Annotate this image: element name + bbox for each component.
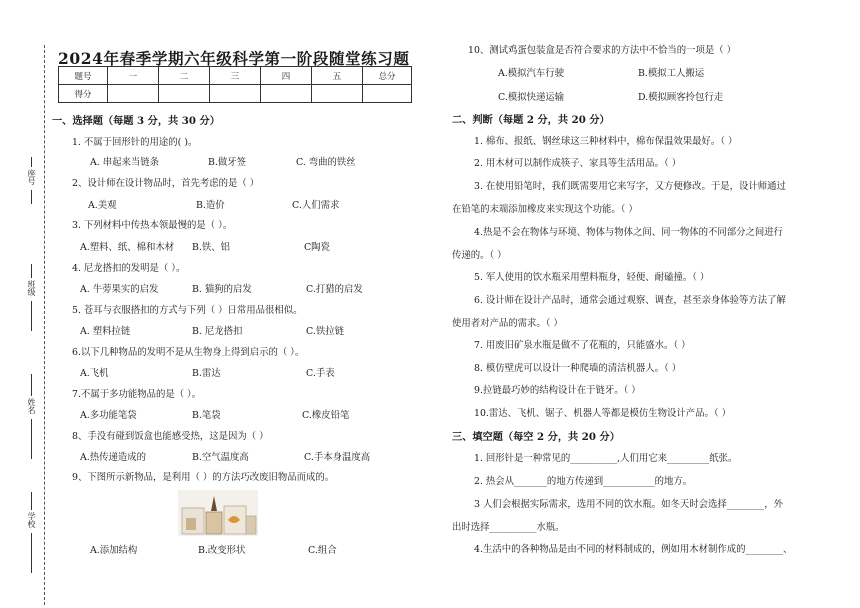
- q3-option-b: B.铁、铝: [192, 242, 230, 253]
- q9-text: 9、下图所示新物品，是利用（ ）的方法巧改废旧物品而成的。: [72, 472, 335, 483]
- q8-option-c: C.手本身温度高: [304, 452, 371, 463]
- judge-8: 8. 模仿壁虎可以设计一种爬墙的清洁机器人。（ ）: [474, 363, 682, 374]
- q8-text: 8、手没有碰到饭盒也能感受热，这是因为（ ）: [72, 431, 269, 442]
- score-header-cell: 总分: [363, 67, 412, 85]
- judge-1: 1. 棉布、报纸、钢丝球这三种材料中，棉布保温效果最好。（ ）: [474, 136, 738, 147]
- q8-option-a: A.热传递造成的: [80, 452, 147, 463]
- score-cell[interactable]: [363, 85, 412, 103]
- exam-title: 2024年春季学期六年级科学第一阶段随堂练习题: [58, 49, 410, 68]
- recycled-object-picture: [178, 490, 258, 536]
- q1-text: 1. 不属于回形针的用途的( )。: [72, 137, 198, 148]
- binding-strip: [0, 0, 50, 608]
- score-cell[interactable]: [159, 85, 210, 103]
- judge-10: 10.雷达、飞机、锯子、机器人等都是模仿生物设计产品。（ ）: [474, 408, 731, 419]
- q10-option-c: C.模拟快递运输: [498, 92, 565, 103]
- score-header-cell: 四: [261, 67, 312, 85]
- q10-option-b: B.模拟工人搬运: [638, 68, 705, 79]
- q5-option-c: C.铁拉链: [306, 326, 344, 337]
- fold-line: [44, 45, 45, 605]
- q1-option-a: A. 串起来当链条: [90, 157, 159, 168]
- q6-text: 6.以下几种物品的发明不是从生物身上得到启示的（ ）。: [72, 347, 305, 358]
- q9-option-b: B.改变形状: [198, 545, 246, 556]
- section-fill-title: 三、填空题（每空 2 分，共 20 分）: [452, 431, 620, 443]
- q7-text: 7.不属于多功能物品的是（ ）。: [72, 389, 202, 400]
- judge-5: 5. 军人使用的饮水瓶采用塑料瓶身，轻便、耐磕撞。（ ）: [474, 272, 710, 283]
- q5-option-a: A. 塑料拉链: [80, 326, 131, 337]
- score-header-cell: 五: [312, 67, 363, 85]
- seat-label: 座号: [27, 169, 36, 185]
- judge-9: 9.拉链最巧妙的结构设计在于链牙。（ ）: [474, 385, 641, 396]
- score-header-cell: 题号: [59, 67, 108, 85]
- q2-option-b: B.造价: [196, 200, 225, 211]
- score-header-cell: 一: [108, 67, 159, 85]
- q3-option-c: C陶瓷: [304, 242, 330, 253]
- judge-7: 7. 用废旧矿泉水瓶是做不了花瓶的，只能盛水。（ ）: [474, 340, 691, 351]
- score-table: [58, 66, 412, 103]
- q5-text: 5. 苍耳与衣服搭扣的方式与下列（ ）日常用品很相似。: [72, 305, 303, 316]
- q3-text: 3. 下列材料中传热本领最慢的是（ ）。: [72, 220, 233, 231]
- judge-4-line1: 4.热是不会在物体与环境、物体与物体之间、同一物体的不同部分之间进行: [474, 227, 783, 238]
- right-column: [452, 0, 852, 608]
- seat-field: [24, 155, 38, 206]
- q7-option-c: C.橡皮铅笔: [302, 410, 350, 421]
- q7-option-a: A.多功能笔袋: [80, 410, 137, 421]
- judge-6-line2: 使用者对产品的需求。（ ）: [452, 318, 563, 329]
- fill-2: 2. 热会从_______的地方传递到___________的地方。: [474, 476, 693, 487]
- q8-option-b: B.空气温度高: [192, 452, 249, 463]
- fill-3-line2: 出时选择__________水瓶。: [452, 522, 565, 533]
- score-header-cell: 三: [210, 67, 261, 85]
- q7-option-b: B.笔袋: [192, 410, 221, 421]
- q3-option-a: A.塑料、纸、棉和木材: [80, 242, 175, 253]
- score-cell[interactable]: [108, 85, 159, 103]
- q6-option-b: B.雷达: [192, 368, 221, 379]
- judge-3-line2: 在铅笔的末端添加橡皮来实现这个功能。（ ）: [452, 204, 638, 215]
- q10-text: 10、测试鸡蛋包装盒是否符合要求的方法中不恰当的一项是（ ）: [468, 45, 737, 56]
- school-label: 学校: [27, 512, 36, 528]
- left-column: [52, 0, 450, 608]
- score-cell[interactable]: [312, 85, 363, 103]
- judge-4-line2: 传递的。（ ）: [452, 250, 507, 261]
- school-field: [24, 490, 38, 575]
- name-field: [24, 372, 38, 461]
- score-cell[interactable]: [261, 85, 312, 103]
- q9-option-c: C.组合: [308, 545, 337, 556]
- q1-option-c: C. 弯曲的铁丝: [296, 157, 356, 168]
- section-choice-title: 一、选择题（每题 3 分，共 30 分）: [52, 115, 220, 127]
- score-header-row: [59, 67, 412, 85]
- class-label: 班级: [27, 280, 36, 296]
- score-value-row: [59, 85, 412, 103]
- judge-2: 2. 用木材可以制作成筷子、家具等生活用品。（ ）: [474, 158, 682, 169]
- fill-4: 4.生活中的各种物品是由不同的材料制成的，例如用木材制作成的________、: [474, 544, 793, 555]
- fill-3-line1: 3 人们会根据实际需求，选用不同的饮水瓶。如冬天时会选择________，外: [474, 499, 783, 510]
- q2-option-c: C.人们需求: [292, 200, 340, 211]
- q6-option-c: C.手表: [306, 368, 335, 379]
- q1-option-b: B.做牙签: [208, 157, 246, 168]
- score-cell[interactable]: [210, 85, 261, 103]
- q6-option-a: A.飞机: [80, 368, 109, 379]
- q9-option-a: A.添加结构: [90, 545, 138, 556]
- fill-1: 1. 回形针是一种常见的__________,人们用它来_________纸张。: [474, 453, 738, 464]
- q4-option-a: A. 牛蒡果实的启发: [80, 284, 159, 295]
- q5-option-b: B. 尼龙搭扣: [192, 326, 243, 337]
- name-label: 姓名: [27, 398, 36, 414]
- section-judge-title: 二、判断（每题 2 分，共 20 分）: [452, 114, 610, 126]
- judge-3-line1: 3. 在使用铅笔时，我们既需要用它来写字，又方便修改。于是，设计师通过: [474, 181, 786, 192]
- class-field: [24, 262, 38, 333]
- q2-text: 2、设计师在设计物品时，首先考虑的是（ ）: [72, 178, 260, 189]
- q4-option-c: C.打猎的启发: [306, 284, 363, 295]
- q4-text: 4. 尼龙搭扣的发明是（ ）。: [72, 263, 186, 274]
- q4-option-b: B. 猫狗的启发: [192, 284, 252, 295]
- q10-option-d: D.模拟顾客拎包行走: [638, 92, 724, 103]
- judge-6-line1: 6. 设计师在设计产品时，通常会通过观察、调查，甚至亲身体验等方法了解: [474, 295, 786, 306]
- score-row-label: 得分: [59, 85, 108, 103]
- q2-option-a: A.美观: [88, 200, 117, 211]
- q10-option-a: A.模拟汽车行驶: [498, 68, 565, 79]
- score-header-cell: 二: [159, 67, 210, 85]
